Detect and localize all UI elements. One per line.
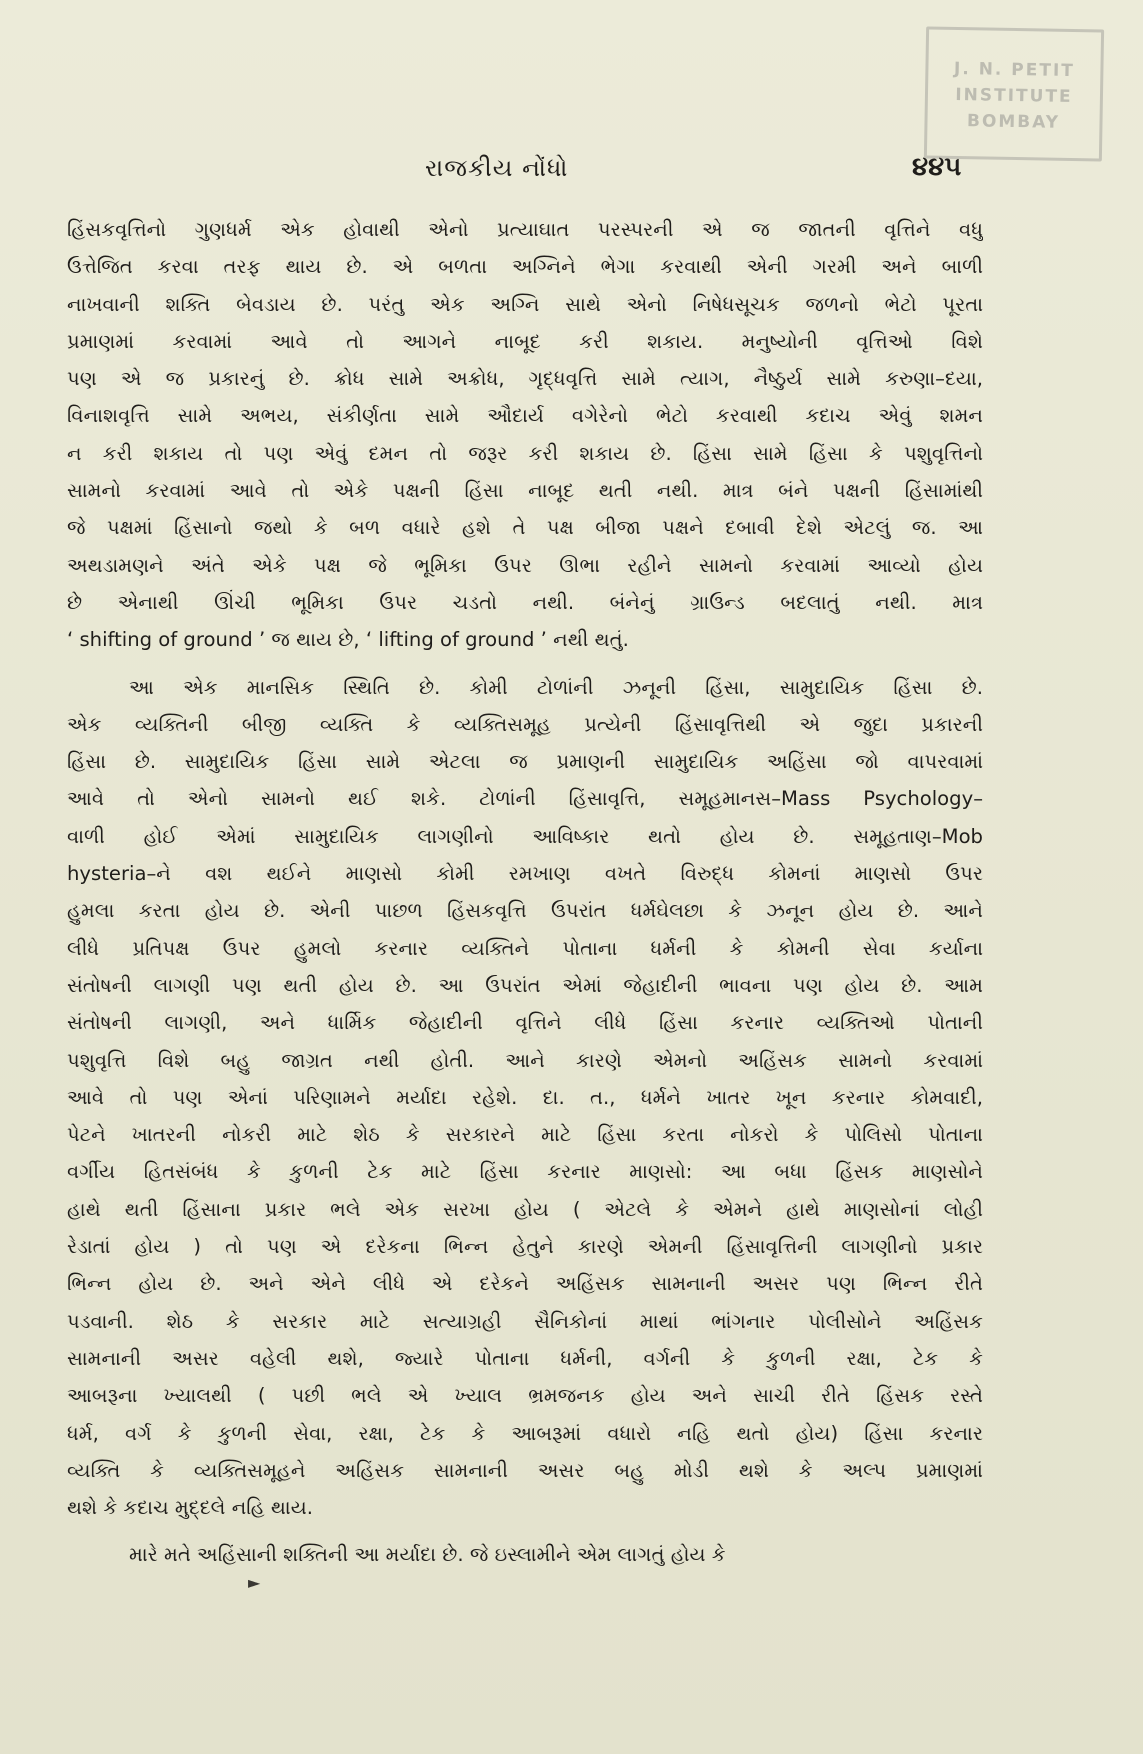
- text-line: આ એક માનસિક સ્થિતિ છે. કોમી ટોળાંની ઝનૂની હિંસા, સામુદાયિક હિંસા છે.: [129, 675, 983, 699]
- text-line: થશે કે કદાચ મુદ્દલે નહિ થાય.: [67, 1496, 313, 1520]
- stamp-line: INSTITUTE: [955, 84, 1073, 108]
- text-line: આવે તો પણ એનાં પરિણામને મર્યાદા રહેશે. દા. ત., ધર્મને ખાતર ખૂન કરનાર કોમવાદી,: [67, 1085, 983, 1109]
- text-line: નાખવાની શક્તિ બેવડાય છે. પરંતુ એક અગ્નિ સાથે એનો નિષેધસૂચક જળનો ભેટો પૂરતા: [67, 292, 983, 316]
- paragraph: [67, 669, 983, 1527]
- body-text: [67, 211, 983, 1574]
- text-line: હિંસકવૃત્તિનો ગુણધર્મ એક હોવાથી એનો પ્રત્યાઘાત પરસ્પરની એ જ જાતની વૃત્તિને વધુ: [67, 218, 983, 241]
- paragraph: [67, 211, 983, 659]
- text-line: વ્યક્તિ કે વ્યક્તિસમૂહને અહિંસક સામનાની અસર બહુ મોડી થશે કે અલ્પ પ્રમાણમાં: [67, 1458, 983, 1482]
- text-line: હાથે થતી હિંસાના પ્રકાર ભલે એક સરખા હોય ( એટલે કે એમને હાથે માણસોનાં લોહી: [67, 1197, 983, 1221]
- text-line: વાળી હોઈ એમાં સામુદાયિક લાગણીનો આવિષ્કાર થતો હોય છે. સમૂહતાણ–Mob: [67, 824, 983, 848]
- text-line: સામનો કરવામાં આવે તો એકે પક્ષની હિંસા નાબૂદ થતી નથી. માત્ર બંને પક્ષની હિંસામાંથી: [67, 479, 983, 503]
- stamp-line: BOMBAY: [966, 111, 1061, 133]
- stamp-line: J. N. PETIT: [953, 58, 1076, 82]
- text-line: હુમલા કરતા હોય છે. એની પાછળ હિંસકવૃત્તિ ઉપરાંત ધર્મઘેલછા કે ઝનૂન હોય છે. આને: [67, 899, 983, 923]
- text-line: પણ એ જ પ્રકારનું છે. ક્રોધ સામે અક્રોધ, ગૃદ્ધવૃત્તિ સામે ત્યાગ, નૈષ્ઠુર્ય સામે કરુણા–દયા,: [67, 367, 983, 391]
- text-line: ‘ shifting of ground ’ જ થાય છે, ‘ lifting of ground ’ નથી થતું.: [67, 628, 629, 652]
- running-head: રાજકીય નોંધો: [425, 154, 569, 182]
- text-line: hysteria–ને વશ થઈને માણસો કોમી રમખાણ વખતે વિરુદ્ધ કોમનાં માણસો ઉપર: [67, 862, 983, 886]
- library-stamp: [924, 26, 1104, 161]
- page-header: [0, 148, 1143, 188]
- text-line: ન કરી શકાય તો પણ એવું દમન તો જરૂર કરી શકાય છે. હિંસા સામે હિંસા કે પશુવૃત્તિનો: [67, 441, 983, 465]
- text-line: ભિન્ન હોય છે. અને એને લીધે એ દરેકને અહિંસક સામનાની અસર પણ ભિન્ન રીતે: [67, 1272, 983, 1296]
- text-line: મારે મતે અહિંસાની શક્તિની આ મર્યાદા છે. જે ઇસ્લામીને એમ લાગતું હોય કે: [129, 1543, 726, 1567]
- text-line: હિંસા છે. સામુદાયિક હિંસા સામે એટલા જ પ્રમાણની સામુદાયિક અહિંસા જો વાપરવામાં: [67, 750, 983, 774]
- text-line: આવે તો એનો સામનો થઈ શકે. ટોળાંની હિંસાવૃત્તિ, સમૂહમાનસ–Mass Psychology–: [67, 787, 983, 811]
- text-line: ધર્મ, વર્ગ કે કુળની સેવા, રક્ષા, ટેક કે આબરૂમાં વધારો નહિ થતો હોય) હિંસા કરનાર: [67, 1421, 983, 1445]
- page-number: ૪૪૫: [912, 152, 962, 182]
- text-line: અથડામણને અંતે એકે પક્ષ જે ભૂમિકા ઉપર ઊભા રહીને સામનો કરવામાં આવ્યો હોય: [67, 553, 983, 577]
- text-line: લીધે પ્રતિપક્ષ ઉપર હુમલો કરનાર વ્યક્તિને પોતાના ધર્મની કે કોમની સેવા કર્યાના: [67, 936, 983, 960]
- text-line: સંતોષની લાગણી પણ થતી હોય છે. આ ઉપરાંત એમાં જેહાદીની ભાવના પણ હોય છે. આમ: [67, 973, 983, 997]
- text-line: પડવાની. શેઠ કે સરકાર માટે સત્યાગ્રહી સૈનિકોનાં માથાં ભાંગનાર પોલીસોને અહિંસક: [67, 1309, 983, 1333]
- paragraph: [67, 1536, 983, 1573]
- text-line: રેડાતાં હોય ) તો પણ એ દરેકના ભિન્ન હેતુને કારણે એમની હિંસાવૃત્તિની લાગણીનો પ્રકાર: [67, 1235, 983, 1259]
- text-line: વર્ગીય હિતસંબંધ કે કુળની ટેક માટે હિંસા કરનાર માણસો: આ બધા હિંસક માણસોને: [67, 1160, 983, 1184]
- text-line: એક વ્યક્તિની બીજી વ્યક્તિ કે વ્યક્તિસમૂહ પ્રત્યેની હિંસાવૃત્તિથી એ જુદા પ્રકારની: [67, 712, 983, 736]
- text-line: વિનાશવૃત્તિ સામે અભય, સંકીર્ણતા સામે ઔદાર્ય વગેરેનો ભેટો કરવાથી કદાચ એવું શમન: [67, 404, 983, 428]
- text-line: જે પક્ષમાં હિંસાનો જથો કે બળ વધારે હશે તે પક્ષ બીજા પક્ષને દબાવી દેશે એટલું જ. આ: [67, 516, 983, 540]
- text-line: સામનાની અસર વહેલી થશે, જ્યારે પોતાના ધર્મની, વર્ગની કે કુળની રક્ષા, ટેક કે: [67, 1346, 983, 1370]
- text-line: પશુવૃત્તિ વિશે બહુ જાગ્રત નથી હોતી. આને કારણે એમનો અહિંસક સામનો કરવામાં: [67, 1048, 983, 1072]
- text-line: પેટને ખાતરની નોકરી માટે શેઠ કે સરકારને માટે હિંસા કરતા નોકરો કે પોલિસો પોતાના: [67, 1123, 983, 1147]
- text-line: સંતોષની લાગણી, અને ધાર્મિક જેહાદીની વૃત્તિને લીધે હિંસા કરનાર વ્યક્તિઓ પોતાની: [67, 1011, 983, 1035]
- footer-mark: ►: [248, 1573, 261, 1592]
- text-line: છે એનાથી ઊંચી ભૂમિકા ઉપર ચડતો નથી. બંનેનું ગ્રાઉન્ડ બદલાતું નથી. માત્ર: [67, 590, 983, 614]
- text-line: પ્રમાણમાં કરવામાં આવે તો આગને નાબૂદ કરી શકાય. મનુષ્યોની વૃત્તિઓ વિશે: [67, 329, 983, 353]
- text-line: આબરૂના ખ્યાલથી ( પછી ભલે એ ખ્યાલ ભ્રમજનક હોય અને સાચી રીતે હિંસક રસ્તે: [67, 1384, 983, 1408]
- text-line: ઉત્તેજિત કરવા તરફ થાય છે. એ બળતા અગ્નિને ભેગા કરવાથી એની ગરમી અને બાળી: [67, 255, 983, 279]
